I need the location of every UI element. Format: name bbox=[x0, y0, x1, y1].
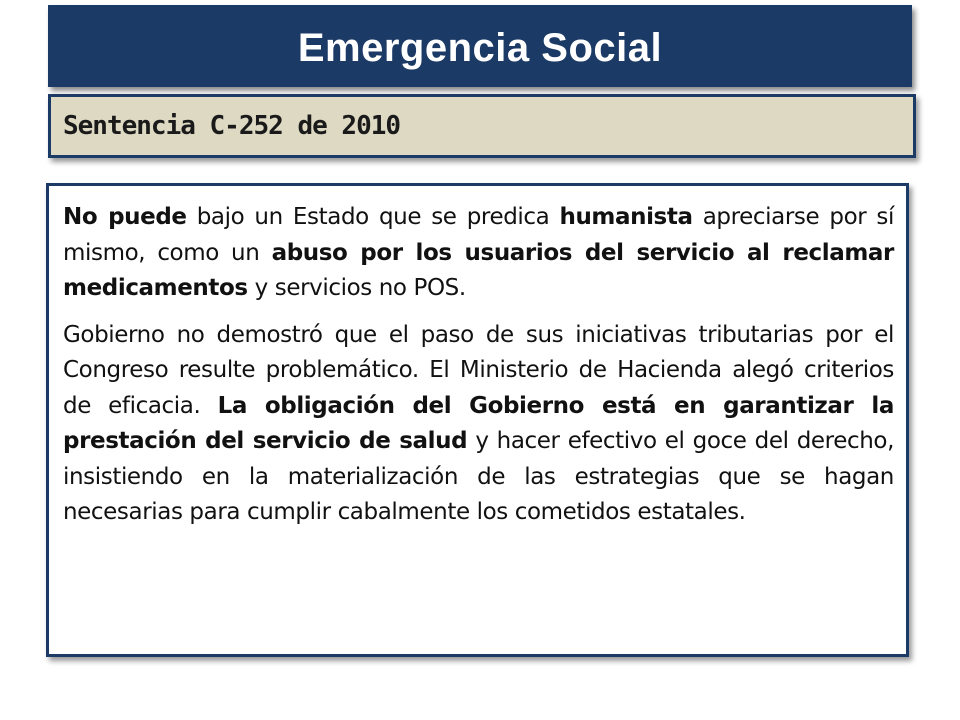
paragraph-1-bold-2: humanista bbox=[559, 204, 693, 230]
paragraph-2-text-2: y hacer efectivo el goce del derecho, insistiendo en la materialización de las estrategias que se hagan necesarias para cumplir cabalmente los cometidos estatales. bbox=[63, 428, 894, 525]
paragraph-1-text-2: apreciarse por sí mismo, como un bbox=[63, 204, 895, 266]
paragraph-1-text-1: bajo un Estado que se predica bbox=[186, 204, 560, 230]
paragraph-2-text-1: Gobierno no demostró que el paso de sus iniciativas tributarias por el Congreso resulte problemático. El Ministerio de Hacienda alegó criterios de eficacia. bbox=[63, 321, 894, 419]
page-title: Emergencia Social bbox=[297, 25, 663, 70]
paragraph-1-bold-1: No puede bbox=[63, 204, 187, 230]
paragraph-1-text-3: y servicios no POS. bbox=[247, 275, 466, 301]
title-bar bbox=[48, 5, 912, 87]
paragraph-1-bold-3: abuso por los usuarios del servicio al reclamar medicamentos bbox=[63, 239, 894, 301]
subtitle-bar bbox=[48, 94, 916, 158]
page-subtitle: Sentencia C-252 de 2010 bbox=[63, 111, 401, 141]
paragraph-2-bold-1: La obligación del Gobierno está en garantizar la prestación del servicio de salud bbox=[63, 392, 894, 454]
paragraph-1 bbox=[63, 200, 894, 307]
content-box bbox=[46, 183, 909, 657]
paragraph-2 bbox=[63, 318, 894, 531]
